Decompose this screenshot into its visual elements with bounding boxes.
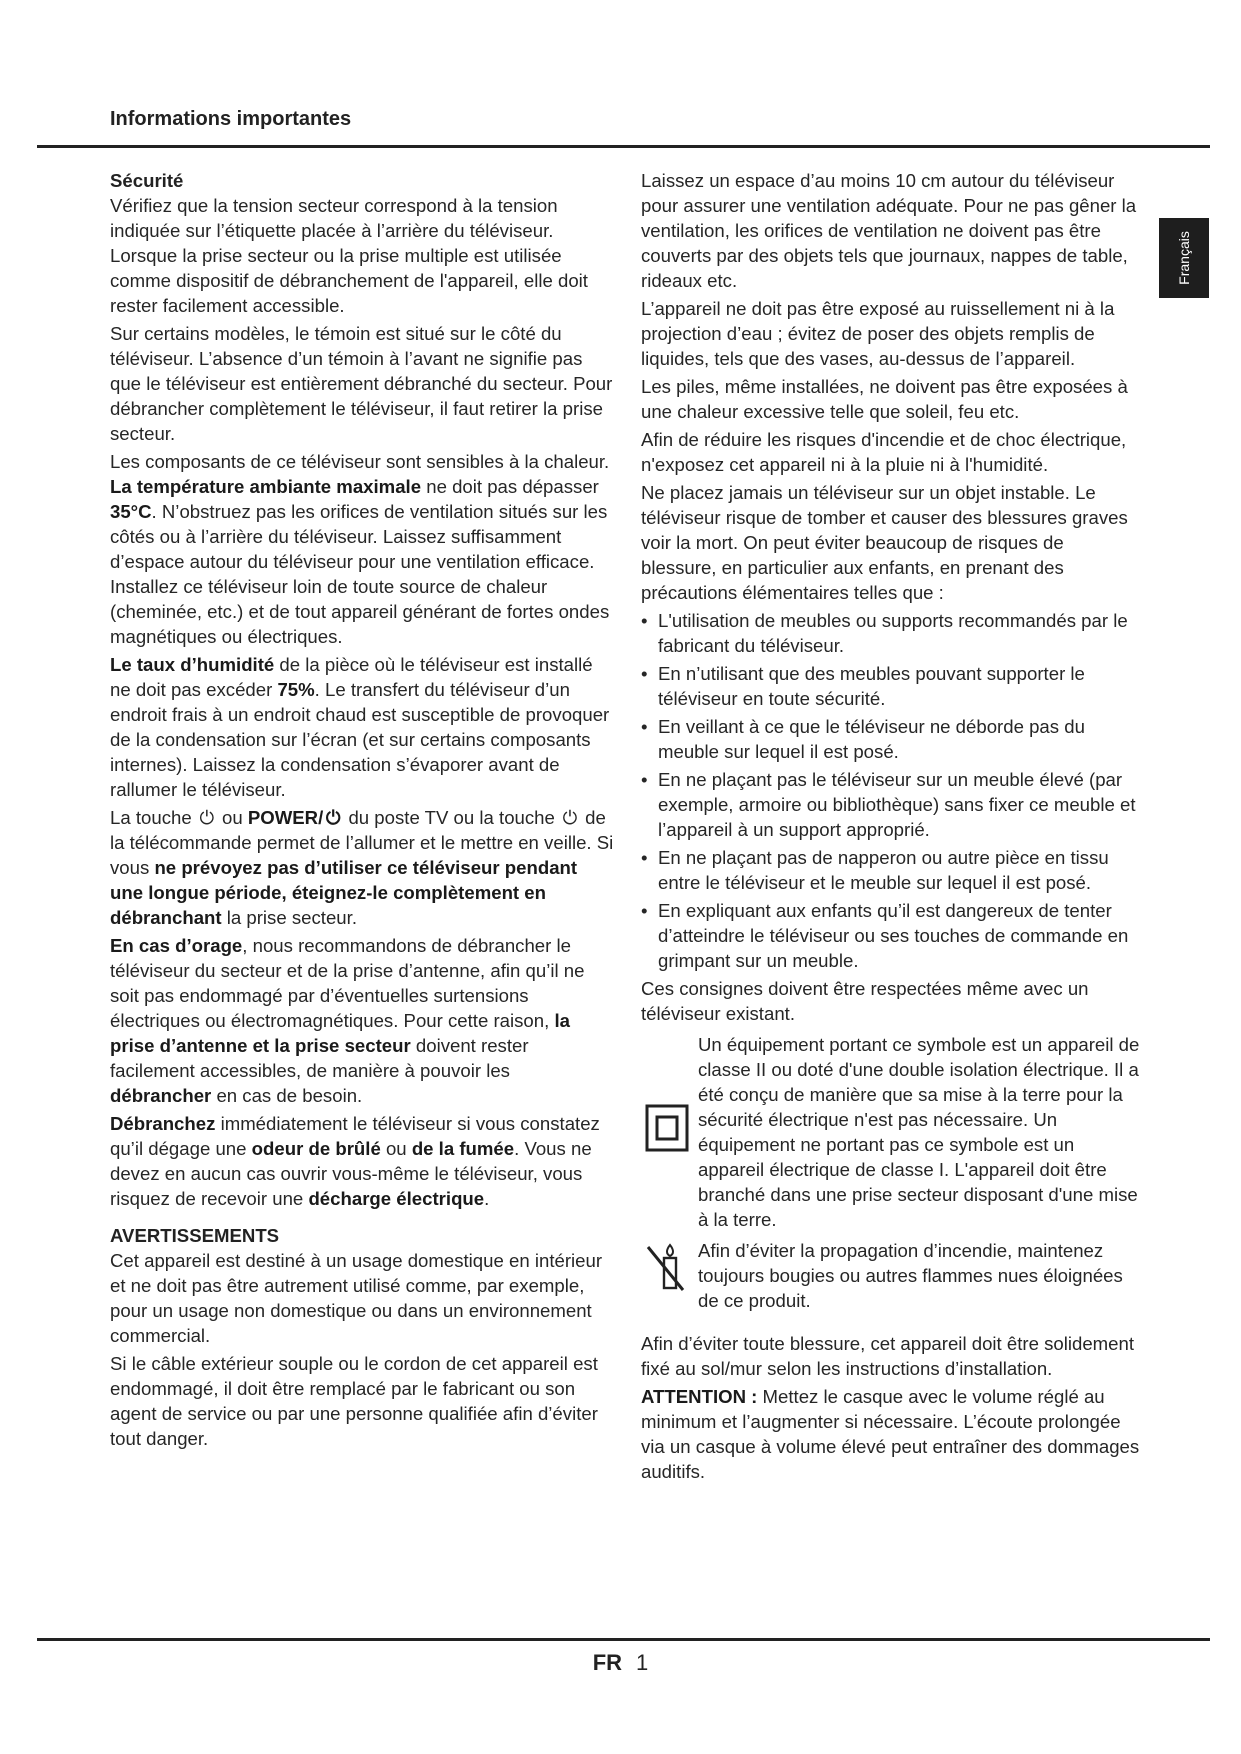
paragraph-orage: En cas d’orage, nous recommandons de débrancher le téléviseur du secteur et de la prise d’antenne, afin qu’il ne soit pas endommagé par d’éventuelles surtensions électriques ou électromagnétiques. Pour cette raison, la prise d’antenne et la prise secteur doivent rester facilement accessibles, de manière à pouvoir les débrancher en cas de besoin.	[110, 935, 585, 1106]
paragraph-incendie-choc: Afin de réduire les risques d'incendie et de choc électrique, n'exposez cet appareil ni à la pluie ni à l'humidité.	[641, 429, 1127, 475]
paragraph-ruissellement: L’appareil ne doit pas être exposé au ruissellement ni à la projection d’eau ; évitez de poser des objets remplis de liquides, tels que des vases, au-dessus de l’appareil.	[641, 298, 1115, 369]
page-footer	[0, 1650, 1241, 1676]
power-icon: ⏻	[562, 807, 578, 828]
paragraph-ventilation: Laissez un espace d’au moins 10 cm autour du téléviseur pour assurer une ventilation adéquate. Pour ne pas gêner la ventilation, les orifices de ventilation ne doivent pas être couverts par des objets tels que journaux, nappes de table, rideaux etc.	[641, 170, 1137, 291]
paragraph-piles: Les piles, même installées, ne doivent pas être exposées à une chaleur excessive telle que soleil, feu etc.	[641, 376, 1128, 422]
list-item: • En ne plaçant pas de napperon ou autre pièce en tissu entre le téléviseur et le meuble sur lequel il est posé.	[641, 845, 1144, 895]
class2-notice	[641, 1032, 1144, 1232]
precautions-list	[641, 608, 1144, 973]
paragraph-consignes: Ces consignes doivent être respectées même avec un téléviseur existant.	[641, 978, 1089, 1024]
footer-rule	[37, 1638, 1210, 1641]
section-title-securite: Sécurité	[110, 170, 184, 191]
candle-text: Afin d’éviter la propagation d’incendie, maintenez toujours bougies ou autres flammes nues éloignées de ce produit.	[698, 1240, 1123, 1311]
language-tab	[1159, 218, 1209, 298]
list-item: • En ne plaçant pas le téléviseur sur un meuble élevé (par exemple, armoire ou bibliothèque) sans fixer ce meuble et l’appareil à un support approprié.	[641, 767, 1144, 842]
list-item: • En n’utilisant que des meubles pouvant supporter le téléviseur en toute sécurité.	[641, 661, 1144, 711]
paragraph-power: La touche ⏻ ou POWER/ ⏻ du poste TV ou la touche ⏻ de la télécommande permet de l’allumer et le mettre en veille. Si vous ne prévoyez pas d’utiliser ce téléviseur pendant une longue période, éteignez-le complètement en débranchant la prise secteur.	[110, 807, 614, 928]
paragraph-fixation: Afin d’éviter toute blessure, cet appareil doit être solidement fixé au sol/mur selon les instructions d’installation.	[641, 1333, 1135, 1379]
attention-label: ATTENTION :	[641, 1386, 758, 1407]
page-number: 1	[636, 1650, 649, 1675]
list-item: • En expliquant aux enfants qu’il est dangereux de tenter d’atteindre le téléviseur ou ses touches de commande en grimpant sur un meuble.	[641, 898, 1144, 973]
power-icon: ⏻	[199, 807, 215, 828]
paragraph-usage-domestique: Cet appareil est destiné à un usage domestique en intérieur et ne doit pas être autrement utilisé comme, par exemple, pour un usage non domestique ou dans un environnement commercial.	[110, 1250, 603, 1346]
paragraph-temoin: Sur certains modèles, le témoin est situé sur le côté du téléviseur. L’absence d’un témoin à l’avant ne signifie pas que le téléviseur est entièrement débranché du secteur. Pour débrancher complètement le téléviseur, il faut retirer la prise secteur.	[110, 323, 613, 444]
paragraph-cable: Si le câble extérieur souple ou le cordon de cet appareil est endommagé, il doit être remplacé par le fabricant ou son agent de service ou par une personne qualifiée afin d’éviter tout danger.	[110, 1353, 598, 1449]
paragraph-stabilite: Ne placez jamais un téléviseur sur un objet instable. Le téléviseur risque de tomber et causer des blessures graves voir la mort. On peut éviter beaucoup de risques de blessure, en particulier aux enfants, en prenant des précautions élémentaires telles que :	[641, 482, 1128, 603]
no-candle-icon	[645, 1242, 687, 1294]
list-item: • En veillant à ce que le téléviseur ne déborde pas du meuble sur lequel il est posé.	[641, 714, 1144, 764]
class2-text: Un équipement portant ce symbole est un appareil de classe II ou doté d'une double isolation électrique. Il a été conçu de manière que sa mise à la terre pour la sécurité électrique n'est pas nécessaire. Un équipement ne portant pas ce symbole est un appareil électrique de classe I. L'appareil doit être branché dans une prise secteur disposant d'une mise à la terre.	[698, 1034, 1140, 1230]
left-column	[110, 168, 615, 1454]
list-item: • L'utilisation de meubles ou supports recommandés par le fabricant du téléviseur.	[641, 608, 1144, 658]
paragraph-temperature: Les composants de ce téléviseur sont sensibles à la chaleur. La température ambiante maximale ne doit pas dépasser 35°C. N’obstruez pas les orifices de ventilation situés sur les côtés ou à l’arrière du téléviseur. Laissez suffisamment d’espace autour du téléviseur pour une ventilation efficace. Installez ce téléviseur loin de toute source de chaleur (cheminée, etc.) et de tout appareil générant de fortes ondes magnétiques ou électriques.	[110, 451, 610, 647]
paragraph-attention: ATTENTION : Mettez le casque avec le volume réglé au minimum et l’augmenter si nécessaire. L’écoute prolongée via un casque à volume élevé peut entraîner des dommages auditifs.	[641, 1386, 1140, 1482]
double-insulation-icon	[645, 1103, 689, 1153]
candle-notice	[641, 1238, 1144, 1313]
right-column	[641, 168, 1144, 1487]
page-header-title: Informations importantes	[110, 108, 352, 130]
paragraph-humidite: Le taux d’humidité de la pièce où le téléviseur est installé ne doit pas excéder 75%. Le transfert du téléviseur d’un endroit frais à un endroit chaud est susceptible de provoquer de la condensation sur l’écran (et sur certains composants internes). Laissez la condensation s’évaporer avant de rallumer le téléviseur.	[110, 654, 610, 800]
power-icon: ⏻	[325, 807, 341, 828]
paragraph-tension: Vérifiez que la tension secteur correspond à la tension indiquée sur l’étiquette placée à l’arrière du téléviseur. Lorsque la prise secteur ou la prise multiple est utilisée comme dispositif de débranchement de l'appareil, elle doit rester facilement accessible.	[110, 195, 588, 316]
language-tab-label: Français	[1176, 231, 1192, 285]
header-rule	[37, 145, 1210, 148]
footer-language-code: FR	[592, 1650, 623, 1675]
section-title-avertissements: AVERTISSEMENTS	[110, 1225, 280, 1246]
paragraph-debranchez: Débranchez immédiatement le téléviseur si vous constatez qu’il dégage une odeur de brûlé ou de la fumée. Vous ne devez en aucun cas ouvrir vous-même le téléviseur, vous risquez de recevoir une décharge électrique.	[110, 1113, 600, 1209]
